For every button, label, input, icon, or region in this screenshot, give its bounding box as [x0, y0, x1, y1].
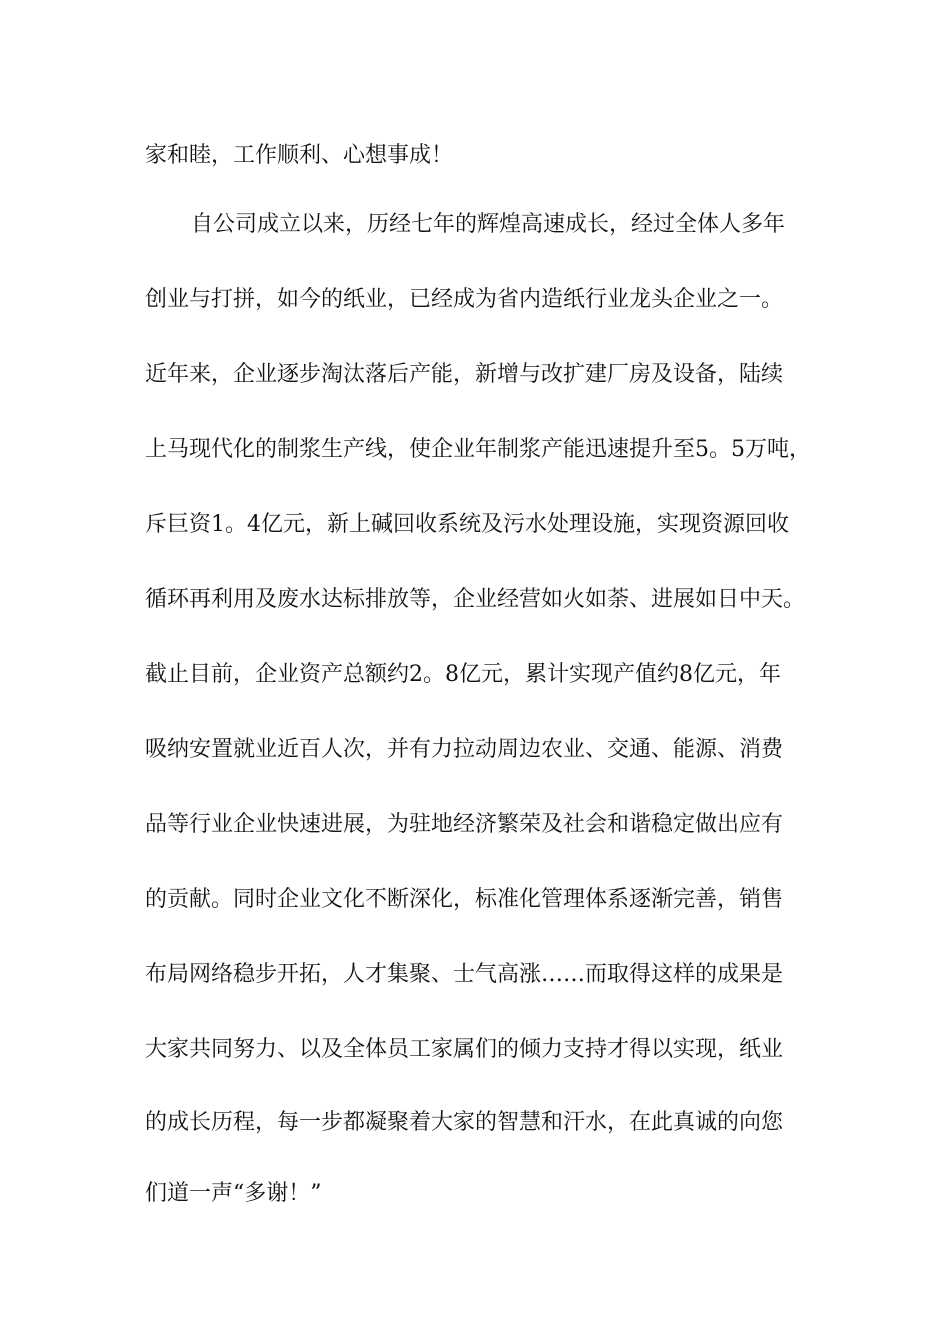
text-line-5: 上马现代化的制浆生产线，使企业年制浆产能迅速提升至5。5万吨，	[145, 437, 811, 462]
text-line-9: 吸纳安置就业近百人次，并有力拉动周边农业、交通、能源、消费	[145, 737, 784, 762]
text-line-2: 自公司成立以来，历经七年的辉煌高速成长，经过全体人多年	[191, 212, 786, 237]
text-line-1: 家和睦，工作顺利、心想事成！	[145, 143, 454, 168]
text-line-14: 的成长历程，每一步都凝聚着大家的智慧和汗水，在此真诚的向您	[145, 1110, 784, 1135]
text-line-13: 大家共同努力、以及全体员工家属们的倾力支持才得以实现，纸业	[145, 1037, 784, 1062]
text-line-10: 品等行业企业快速进展，为驻地经济繁荣及社会和谐稳定做出应有	[145, 812, 784, 837]
text-line-12: 布局网络稳步开拓，人才集聚、士气高涨……而取得这样的成果是	[145, 962, 784, 987]
text-line-11: 的贡献。同时企业文化不断深化，标准化管理体系逐渐完善，销售	[145, 887, 784, 912]
text-line-7: 循环再利用及废水达标排放等，企业经营如火如荼、进展如日中天。	[145, 587, 806, 612]
text-line-6: 斥巨资1。4亿元，新上碱回收系统及污水处理设施，实现资源回收	[145, 512, 789, 537]
text-line-8: 截止目前，企业资产总额约2。8亿元，累计实现产值约8亿元，年	[145, 662, 781, 687]
text-line-3: 创业与打拼，如今的纸业，已经成为省内造纸行业龙头企业之一。	[145, 287, 784, 312]
text-line-15: 们道一声“多谢！”	[145, 1181, 322, 1206]
text-line-4: 近年来，企业逐步淘汰落后产能，新增与改扩建厂房及设备，陆续	[145, 362, 784, 387]
